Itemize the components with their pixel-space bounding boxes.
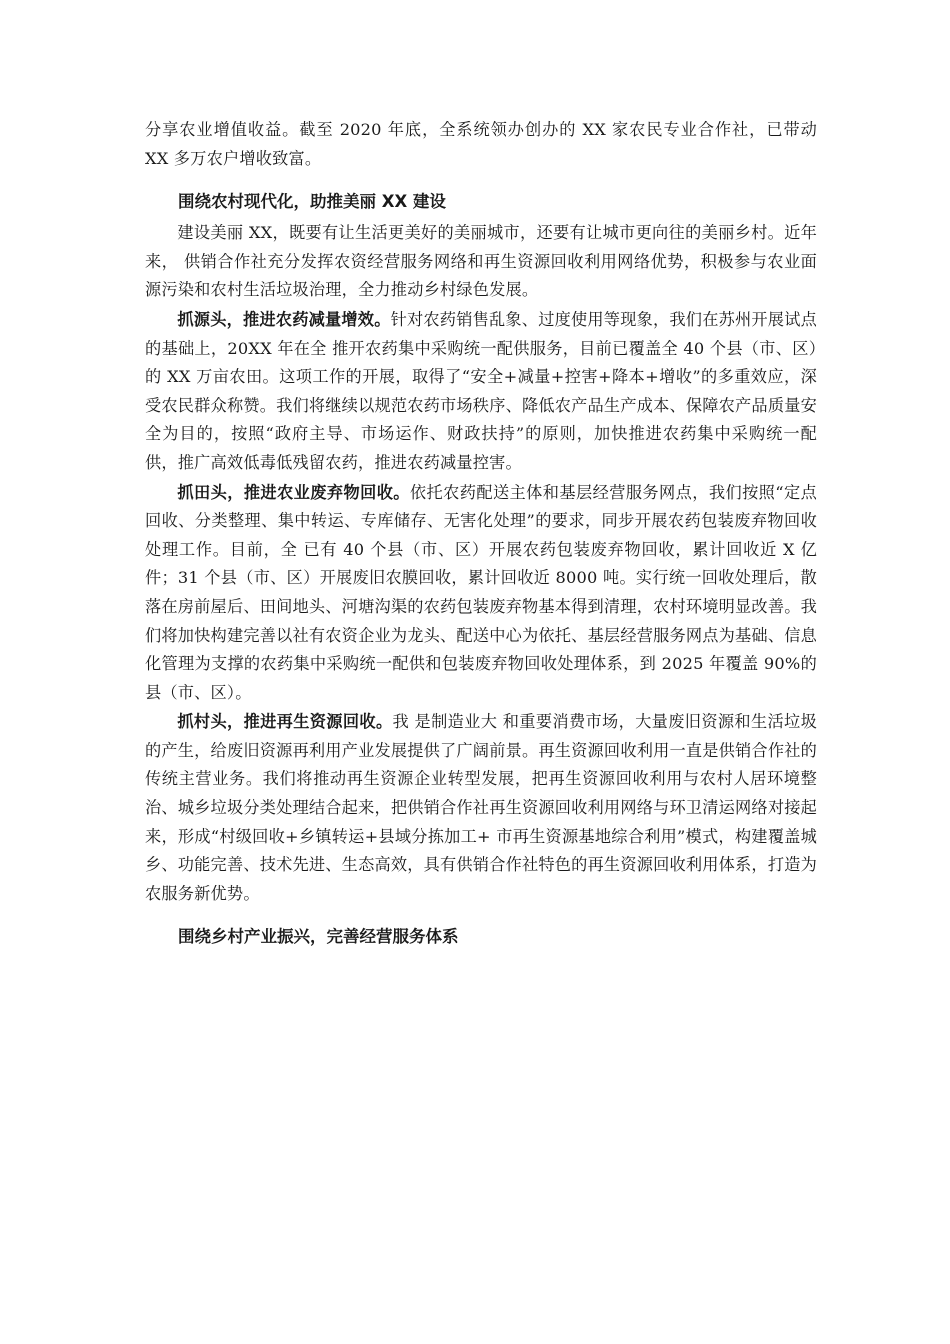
item-text-waste-recycling: 依托农药配送主体和基层经营服务网点，我们按照“定点回收、分类整理、集中转运、专库储存、无害化处理”的要求，同步开展农药包装废弃物回收处理工作。目前，全 已有 40 个县（市、区）开展农药包装废弃物回收，累计回收近 X 亿件；31 个县（市、区）开展废旧农膜回收，累计回收近 8000 吨。实行统一回收处理后，散落在房前屋后、田间地头、河塘沟渠的农药包装废弃物基本得到清理，农村环境明显改善。我们将加快构建完善以社有农资企业为龙头、配送中心为依托、基层经营服务网点为基础、信息化管理为支撑的农药集中采购统一配供和包装废弃物回收处理体系，到 2025 年覆盖 90%的县（市、区）。 xyxy=(145,482,817,702)
item-paragraph-pesticide-reduction xyxy=(145,306,817,478)
item-paragraph-resource-recycling xyxy=(145,708,817,908)
item-paragraph-waste-recycling xyxy=(145,479,817,708)
section-heading-industry-revitalization: 围绕乡村产业振兴，完善经营服务体系 xyxy=(178,927,459,947)
section-paragraph-beautiful-countryside: 建设美丽 XX，既要有让生活更美好的美丽城市，还要有让城市更向往的美丽乡村。近年来， 供销合作社充分发挥农资经营服务网络和再生资源回收利用网络优势，积极参与农业面源污染和农村生活垃圾治理，全力推动乡村绿色发展。 xyxy=(145,223,817,300)
item-text-pesticide-reduction: 针对农药销售乱象、过度使用等现象，我们在苏州开展试点的基础上，20XX 年在全 推开农药集中采购统一配供服务，目前已覆盖全 40 个县（市、区）的 XX 万亩农田。这项工作的开展，取得了“安全+减量+控害+降本+增收”的多重效应，深受农民群众称赞。我们将继续以规范农药市场秩序、降低农产品生产成本、保障农产品质量安全为目的，按照“政府主导、市场运作、财政扶持”的原则，加快推进农药集中采购统一配供，推广高效低毒低残留农药，推进农药减量控害。 xyxy=(145,309,817,472)
item-text-resource-recycling: 我 是制造业大 和重要消费市场，大量废旧资源和生活垃圾的产生，给废旧资源再利用产业发展提供了广阔前景。再生资源回收利用一直是供销合作社的传统主营业务。我们将推动再生资源企业转型发展，把再生资源回收利用与农村人居环境整治、城乡垃圾分类处理结合起来，把供销合作社再生资源回收利用网络与环卫清运网络对接起来，形成“村级回收+乡镇转运+县域分拣加工+ 市再生资源基地综合利用”模式，构建覆盖城乡、功能完善、技术先进、生态高效，具有供销合作社特色的再生资源回收利用体系，打造为农服务新优势。 xyxy=(145,712,817,903)
document-page xyxy=(145,116,817,951)
section-heading-rural-modernization: 围绕农村现代化，助推美丽 XX 建设 xyxy=(178,192,446,212)
item-lead-pesticide-reduction: 抓源头，推进农药减量增效。 xyxy=(177,309,391,329)
item-lead-waste-recycling: 抓田头，推进农业废弃物回收。 xyxy=(177,482,410,502)
item-lead-resource-recycling: 抓村头，推进再生资源回收。 xyxy=(177,712,393,732)
intro-paragraph: 分享农业增值收益。截至 2020 年底，全系统领办创办的 XX 家农民专业合作社，已带动 XX 多万农户增收致富。 xyxy=(145,120,817,168)
